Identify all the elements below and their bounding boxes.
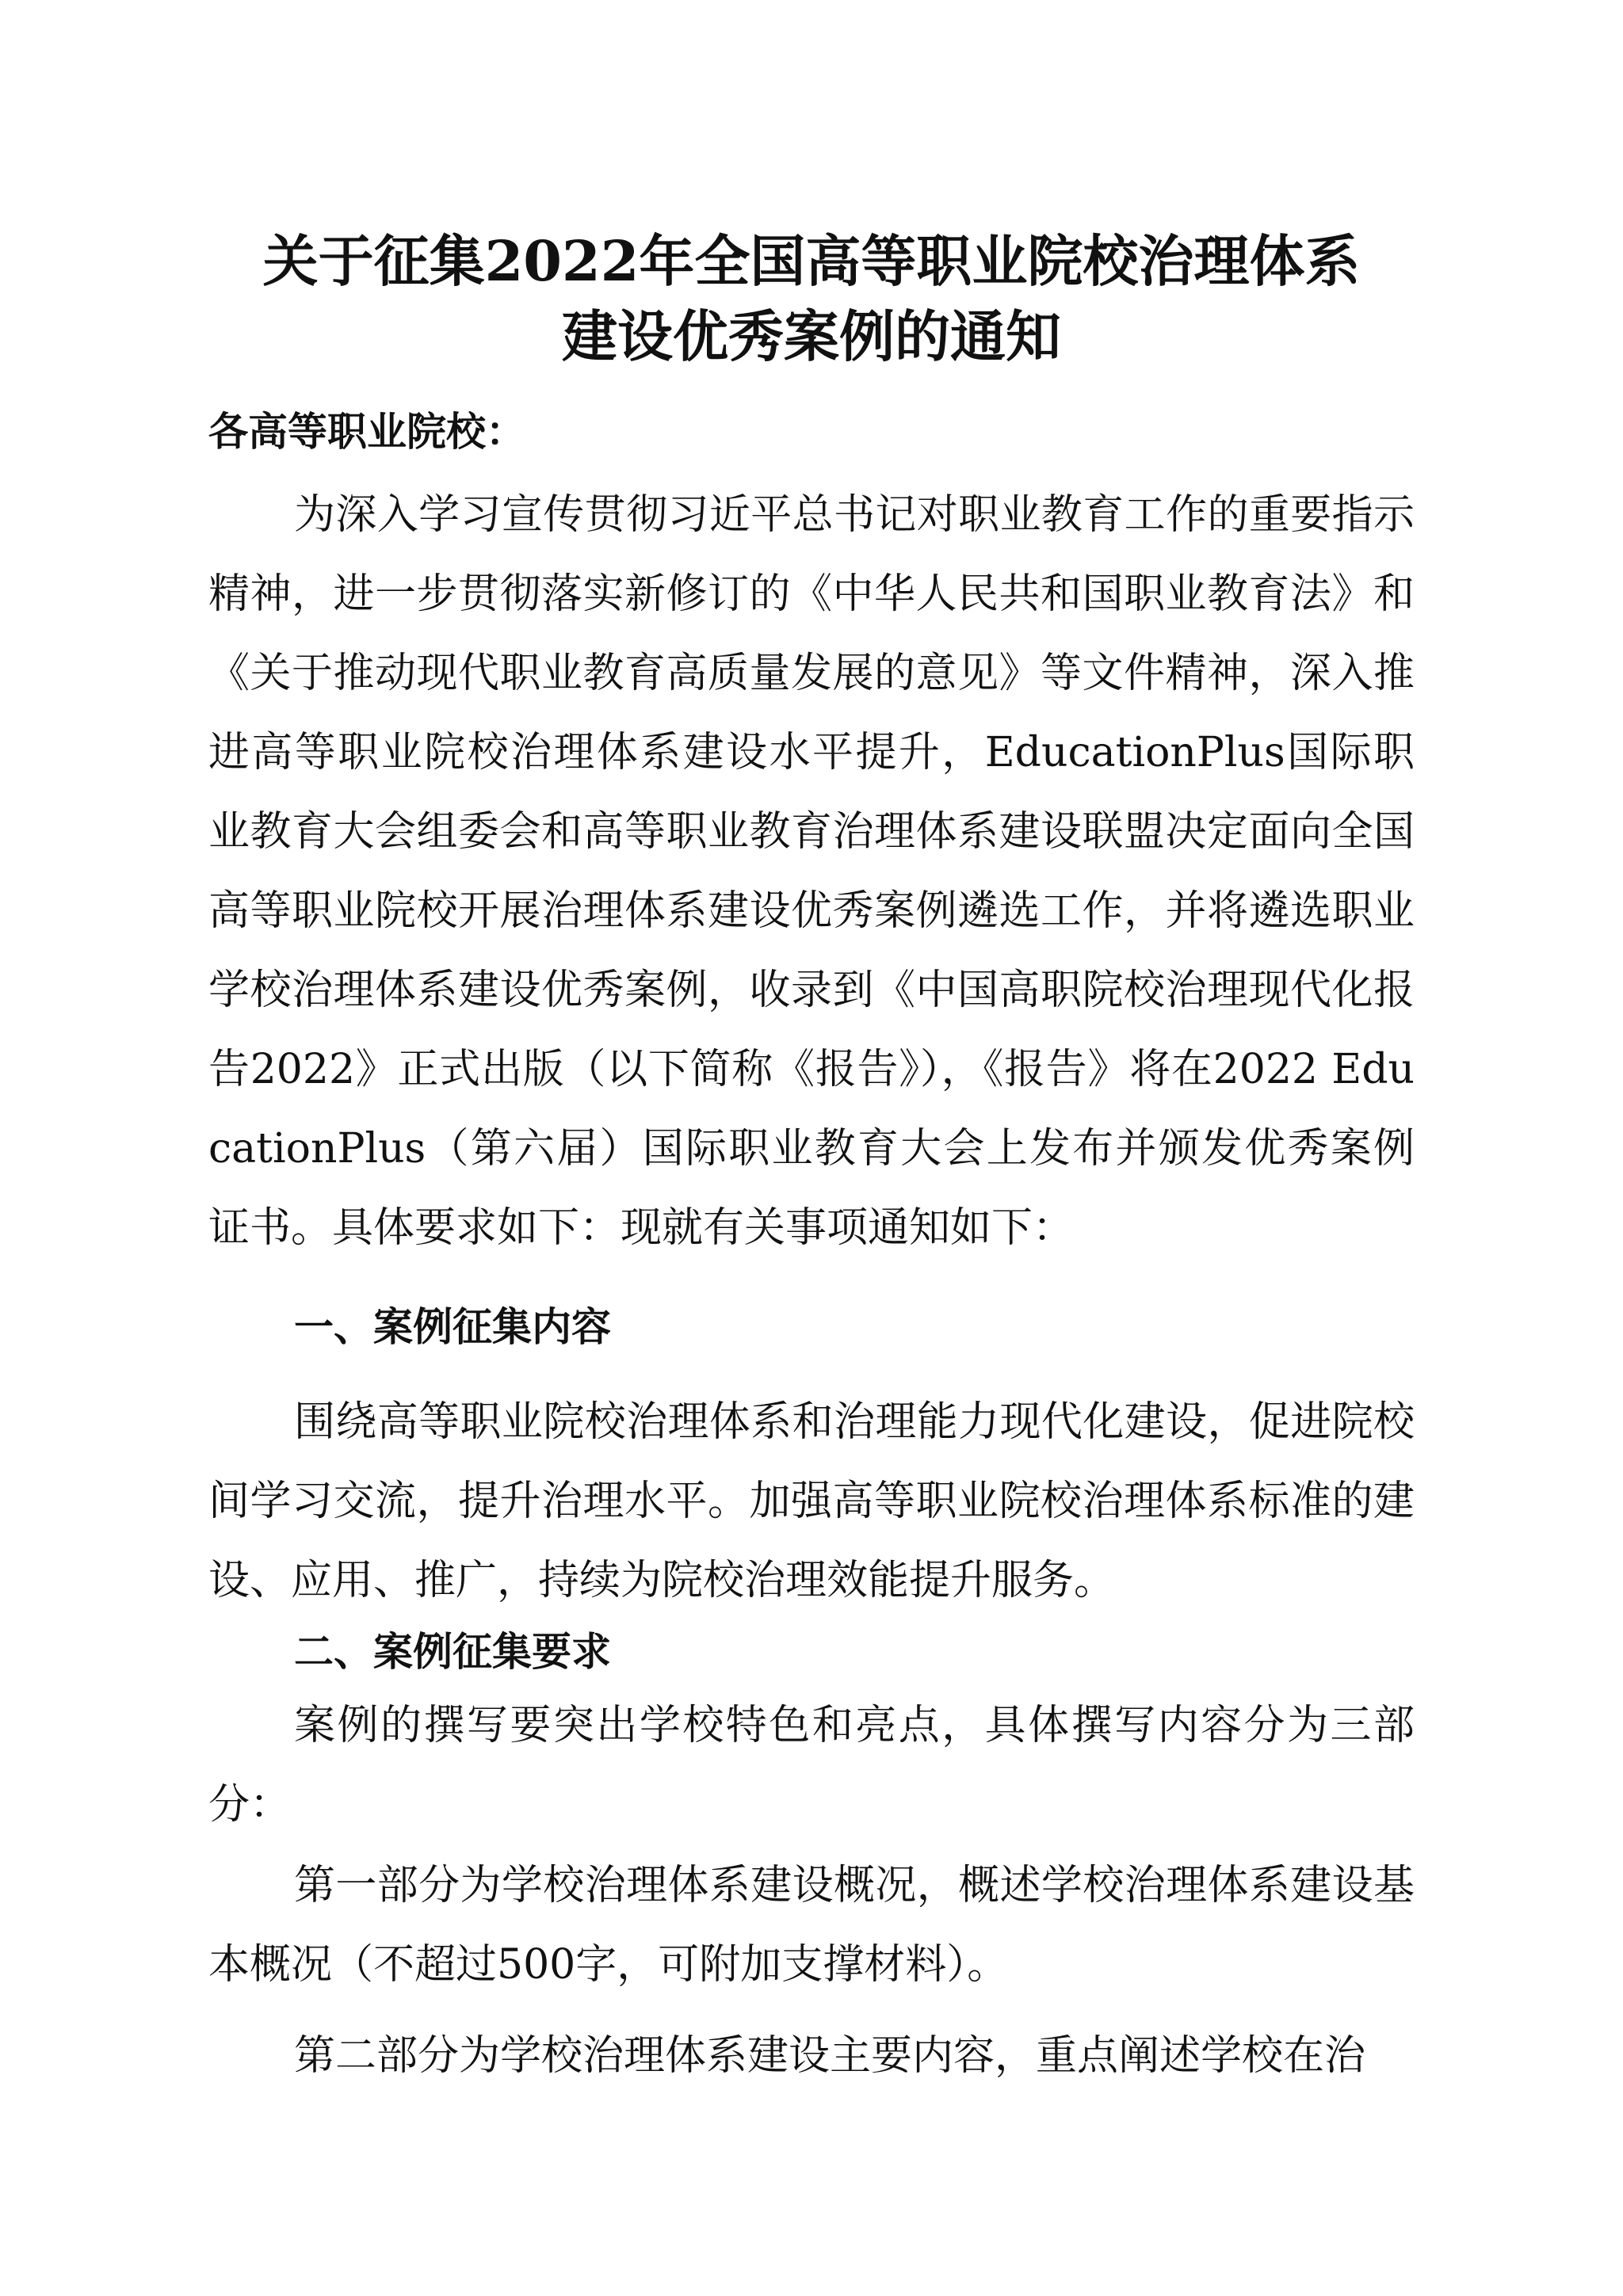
section1-paragraph: 围绕高等职业院校治理体系和治理能力现代化建设，促进院校间学习交流，提升治理水平。加强高等职业院校治理体系标准的建设、应用、推广，持续为院校治理效能提升服务。: [208, 1398, 1415, 1604]
section-heading-content: 一、案例征集内容: [294, 1304, 611, 1350]
part1-paragraph: 第一部分为学校治理体系建设概况，概述学校治理体系建设基本概况（不超过500字，可附加支撑材料）。: [208, 1862, 1415, 1989]
section2-paragraph: 案例的撰写要突出学校特色和亮点，具体撰写内容分为三部分：: [208, 1702, 1415, 1829]
part2-paragraph: 第二部分为学校治理体系建设主要内容，重点阐述学校在治: [294, 2032, 1366, 2080]
section-heading-requirements: 二、案例征集要求: [294, 1629, 611, 1675]
document-title-line-2: 建设优秀案例的通知: [562, 303, 1061, 369]
salutation: 各高等职业院校：: [208, 409, 525, 455]
intro-paragraph: 为深入学习宣传贯彻习近平总书记对职业教育工作的重要指示精神，进一步贯彻落实新修订的《中华人民共和国职业教育法》和《关于推动现代职业教育高质量发展的意见》等文件精神，深入推进高等职业院校治理体系建设水平提升，EducationPlus国际职业教育大会组委会和高等职业教育治理体系建设联盟决定面向全国高等职业院校开展治理体系建设优秀案例遴选工作，并将遴选职业学校治理体系建设优秀案例，收录到《中国高职院校治理现代化报告2022》正式出版（以下简称《报告》），《报告》将在2022 EducationPlus（第六届）国际职业教育大会上发布并颁发优秀案例证书。具体要求如下：现就有关事项通知如下：: [208, 491, 1415, 1252]
document-title-line-1: 关于征集2022年全国高等职业院校治理体系: [262, 228, 1361, 294]
